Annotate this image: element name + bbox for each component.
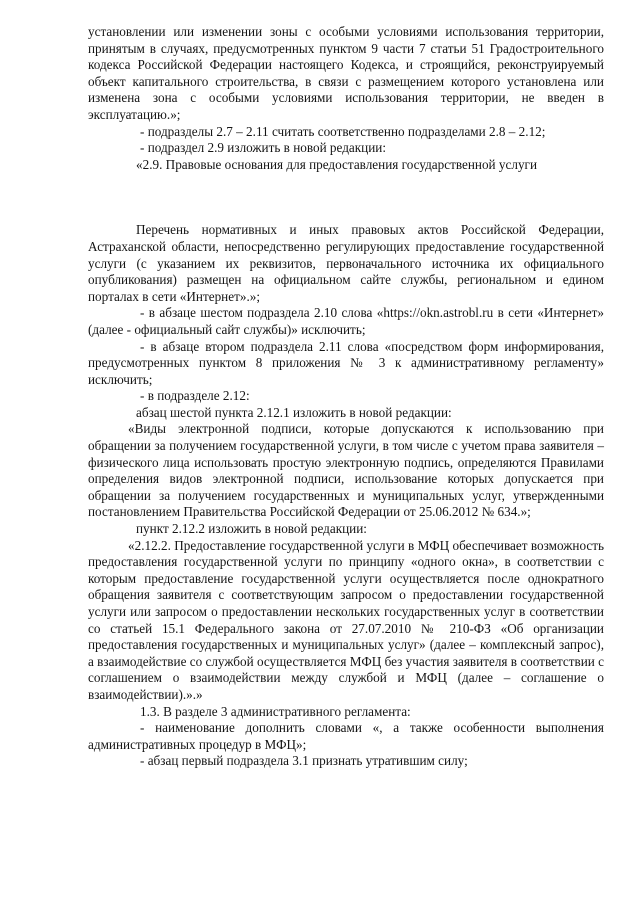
- document-paragraph: «2.12.2. Предоставление государственной услуги в МФЦ обеспечивает возможность предоставления государственной услуги по принципу «одного окна», в соответствии с которым предоставление государственной услуги осуществляется после однократного обращения заявителя с соответствующим запросом о предоставлении государственной услуги или запросом о предоставлении нескольких государственных услуг в соответствии со статьей 15.1 Федерального закона от 27.07.2010 № 210-ФЗ «Об организации предоставления государственных и муниципальных услуг» (далее – комплексный запрос), а взаимодействие со службой осуществляется МФЦ без участия заявителя в соответствии с соглашением о взаимодействии между службой и МФЦ (далее – соглашение о взаимодействии).».»: [88, 537, 604, 702]
- document-paragraph: 1.3. В разделе 3 административного регламента:: [140, 703, 411, 719]
- document-paragraph: - в абзаце шестом подраздела 2.10 слова «https://okn.astrobl.ru в сети «Интернет» (далее - официальный сайт службы)» исключить;: [88, 305, 604, 337]
- document-paragraph: абзац шестой пункта 2.12.1 изложить в новой редакции:: [136, 404, 452, 420]
- document-paragraph: - в абзаце втором подраздела 2.11 слова «посредством форм информирования, предусмотренных пунктом 8 приложения № 3 к административному регламенту» исключить;: [88, 338, 604, 387]
- paragraph-spacer: [88, 189, 604, 206]
- document-paragraph: - наименование дополнить словами «, а также особенности выполнения административных процедур в МФЦ»;: [88, 720, 604, 752]
- document-paragraph: Перечень нормативных и иных правовых актов Российской Федерации, Астраханской области, непосредственно регулирующих предоставление государственной услуги (с указанием их реквизитов, первоначального источника их официального опубликования) размещен на официальном сайте службы, региональном и едином порталах в сети «Интернет».»;: [88, 222, 604, 304]
- document-paragraph: - подразделы 2.7 – 2.11 считать соответственно подразделами 2.8 – 2.12;: [140, 123, 546, 139]
- document-paragraph: «Виды электронной подписи, которые допускаются к использованию при обращении за получением государственной услуги, в том числе с учетом права заявителя – физического лица использовать простую электронную подпись, определяются Правилами определения видов электронной подписи, использование которых допускается при обращении за получением государственных и муниципальных услуг, утвержденными постановлением Правительства Российской Федерации от 25.06.2012 № 634.»;: [88, 421, 604, 520]
- document-paragraph: - в подразделе 2.12:: [140, 388, 250, 404]
- document-paragraph: «2.9. Правовые основания для предоставления государственной услуги: [136, 156, 538, 172]
- document-body: [88, 24, 604, 770]
- document-paragraph: - подраздел 2.9 изложить в новой редакции:: [140, 140, 387, 156]
- document-paragraph: установлении или изменении зоны с особыми условиями использования территории, принятым в случаях, предусмотренных пунктом 9 части 7 статьи 51 Градостроительного кодекса Российской Федерации настоящего Кодекса, и строящийся, реконструируемый объект капитального строительства, в связи с размещением которого установлена или изменена зона с особыми условиями использования территории, не введен в эксплуатацию.»;: [88, 24, 604, 122]
- document-paragraph: - абзац первый подраздела 3.1 признать утратившим силу;: [140, 753, 468, 769]
- document-paragraph: пункт 2.12.2 изложить в новой редакции:: [136, 521, 367, 537]
